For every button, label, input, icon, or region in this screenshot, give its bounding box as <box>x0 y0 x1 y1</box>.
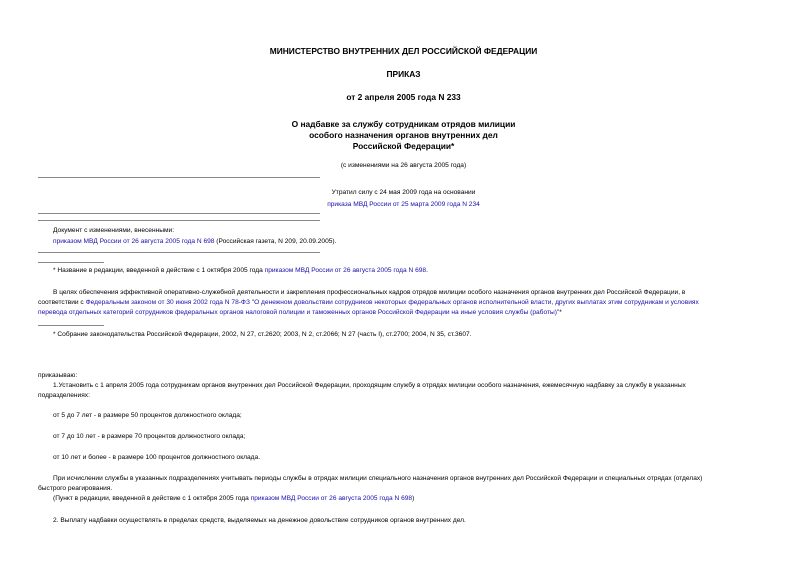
calc-note-end: ) <box>412 495 415 502</box>
calc-note-prefix: (Пункт в редакции, введенной в действие с 1 октября 2005 года <box>53 495 251 502</box>
preamble-line-1: В целях обеспечения эффективной оперативно-служебной деятельности и закрепления профессиональных кадров отрядов милиции особого назначения органов внутренних дел Российской Федерации, в <box>53 289 686 296</box>
footnote-divider <box>38 325 104 326</box>
ministry-heading: МИНИСТЕРСТВО ВНУТРЕННИХ ДЕЛ РОССИЙСКОЙ ФЕДЕРАЦИИ <box>269 46 538 56</box>
tier-10-plus: от 10 лет и более - в размере 100 процентов должностного оклада. <box>53 454 261 461</box>
calc-line-2: быстрого реагирования. <box>38 485 113 492</box>
order-item-1-line-2: подразделениях: <box>38 392 90 399</box>
calc-note-link[interactable]: приказом МВД России от 26 августа 2005 года N 698 <box>250 495 413 502</box>
divider <box>38 213 320 214</box>
calc-line-1: При исчислении службы в указанных подразделениях учитывать периоды службы в отрядах милиции специального назначения органов внутренних дел Российской Федерации и специальных отрядах (отделах) <box>53 475 703 482</box>
void-notice-link-row <box>0 201 807 208</box>
footnote-title-text: * Название в редакции, введенной в действие с 1 октября 2005 года <box>53 267 265 274</box>
void-order-link[interactable]: приказа МВД России от 25 марта 2009 года N 234 <box>327 201 480 208</box>
footnote-title-end: . <box>426 267 428 274</box>
doc-title-line-1: О надбавке за службу сотрудникам отрядов милиции <box>291 119 516 129</box>
tier-5-7: от 5 до 7 лет - в размере 50 процентов должностного оклада; <box>53 412 242 419</box>
amendment-order-link[interactable]: приказом МВД России от 26 августа 2005 года N 698 <box>53 238 215 245</box>
preamble-line-3 <box>38 309 562 316</box>
footnote-title-link[interactable]: приказом МВД России от 26 августа 2005 года N 698 <box>264 267 427 274</box>
preamble-footnote-mark: * <box>559 309 562 316</box>
amendments-line <box>53 238 336 245</box>
order-item-2: 2. Выплату надбавки осуществлять в пределах средств, выделяемых на денежное довольствие сотрудников органов внутренних дел. <box>53 517 466 524</box>
doc-type-heading: ПРИКАЗ <box>386 69 421 79</box>
doc-title-line-3: Российской Федерации* <box>352 141 455 151</box>
amended-note: (с изменениями на 26 августа 2005 года) <box>340 162 467 169</box>
footnote-divider <box>38 262 104 263</box>
footnote-sources: * Собрание законодательства Российской Федерации, 2002, N 27, ст.2620; 2003, N 2, ст.2066; N 27 (часть I), ст.2700; 2004, N 35, ст.3607. <box>53 331 472 338</box>
preamble-prefix: соответствии с <box>38 299 86 306</box>
federal-law-link-cont[interactable]: перевода отдельных категорий сотрудников федеральных органов налоговой полиции и таможенных органов Российской Федерации на иные условия службы (работы)" <box>38 309 560 316</box>
void-notice-text: Утратил силу с 24 мая 2009 года на основании <box>331 189 476 196</box>
divider <box>38 177 320 178</box>
calc-note <box>53 495 414 502</box>
amendments-label: Документ с изменениями, внесенными: <box>53 227 175 234</box>
divider <box>38 252 320 253</box>
order-item-1-line-1: 1.Установить с 1 апреля 2005 года сотрудникам органов внутренних дел Российской Федерации, проходящим службу в отрядах милиции особого назначения, ежемесячную надбавку за службу в указанных <box>53 382 686 389</box>
tier-7-10: от 7 до 10 лет - в размере 70 процентов должностного оклада; <box>53 433 246 440</box>
order-lead: приказываю: <box>38 372 78 379</box>
federal-law-link[interactable]: Федеральным законом от 30 июня 2002 года N 78-ФЗ "О денежном довольствии сотрудников некоторых федеральных органов исполнительной власти, других выплатах этим сотрудникам и условиях <box>85 299 699 306</box>
doc-date: от 2 апреля 2005 года N 233 <box>346 92 461 102</box>
footnote-title <box>53 267 428 274</box>
amendment-source: (Российская газета, N 209, 20.09.2005). <box>214 238 337 245</box>
doc-title-line-2: особого назначения органов внутренних дел <box>309 130 498 140</box>
preamble-line-2 <box>38 299 699 306</box>
divider <box>38 220 320 221</box>
